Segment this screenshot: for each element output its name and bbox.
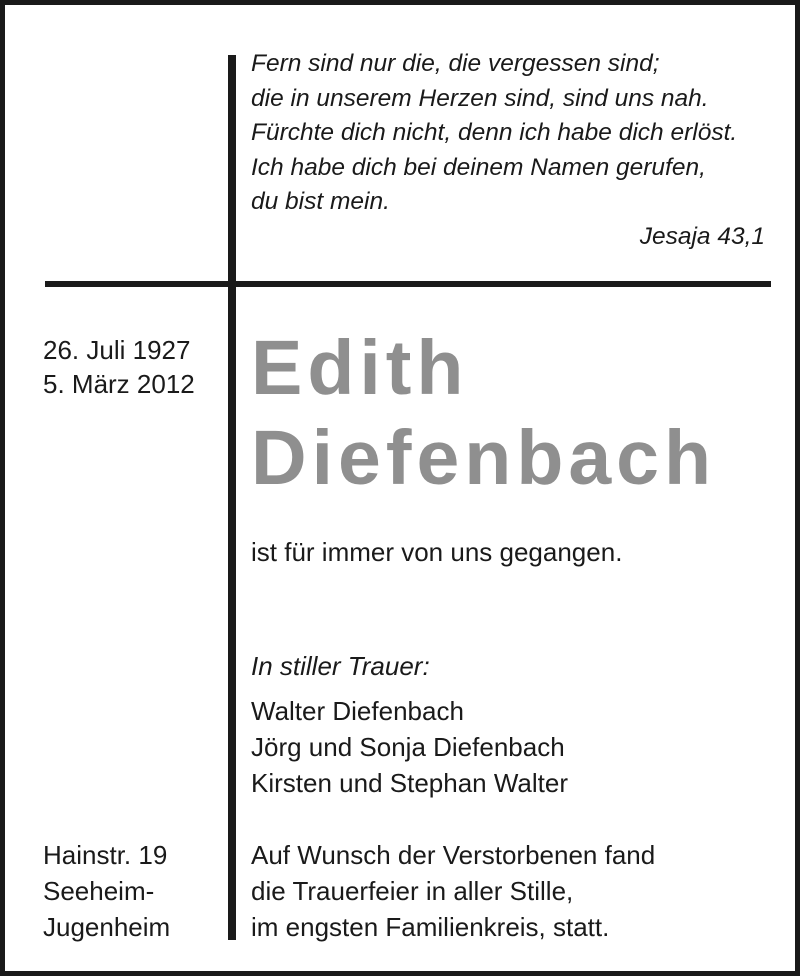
verse-reference: Jesaja 43,1 <box>639 223 765 250</box>
cross-horizontal-bar <box>45 281 771 287</box>
verse-line: Ich habe dich bei deinem Namen gerufen, <box>251 153 706 181</box>
bible-verse <box>251 47 776 220</box>
deceased-name <box>251 323 716 503</box>
address-city: Jugenheim <box>43 912 171 942</box>
mourner-name: Jörg und Sonja Diefenbach <box>251 732 565 762</box>
verse-line: du bist mein. <box>251 188 390 215</box>
birth-date: 26. Juli 1927 <box>43 335 191 365</box>
verse-line: Fürchte dich nicht, denn ich habe dich erlöst. <box>251 119 738 146</box>
funeral-note <box>251 837 655 945</box>
mourning-heading: In stiller Trauer: <box>251 651 430 681</box>
deceased-first-name: Edith <box>251 325 469 411</box>
deceased-last-name: Diefenbach <box>251 415 717 501</box>
life-dates <box>43 333 195 401</box>
mourners-list <box>251 693 568 801</box>
family-address <box>43 837 170 945</box>
mourner-name: Kirsten und Stephan Walter <box>251 768 568 798</box>
mourner-name: Walter Diefenbach <box>251 696 464 726</box>
death-date: 5. März 2012 <box>43 369 195 399</box>
funeral-note-line: die Trauerfeier in aller Stille, <box>251 876 574 906</box>
verse-line: die in unserem Herzen sind, sind uns nah. <box>251 84 709 112</box>
funeral-note-line: im engsten Familienkreis, statt. <box>251 912 610 942</box>
verse-line: Fern sind nur die, die vergessen sind; <box>251 50 660 77</box>
cross-vertical-bar <box>228 55 236 940</box>
funeral-note-line: Auf Wunsch der Verstorbenen fand <box>251 840 656 870</box>
passing-statement: ist für immer von uns gegangen. <box>251 537 623 567</box>
address-street: Hainstr. 19 <box>43 840 168 870</box>
address-city: Seeheim- <box>43 876 155 906</box>
